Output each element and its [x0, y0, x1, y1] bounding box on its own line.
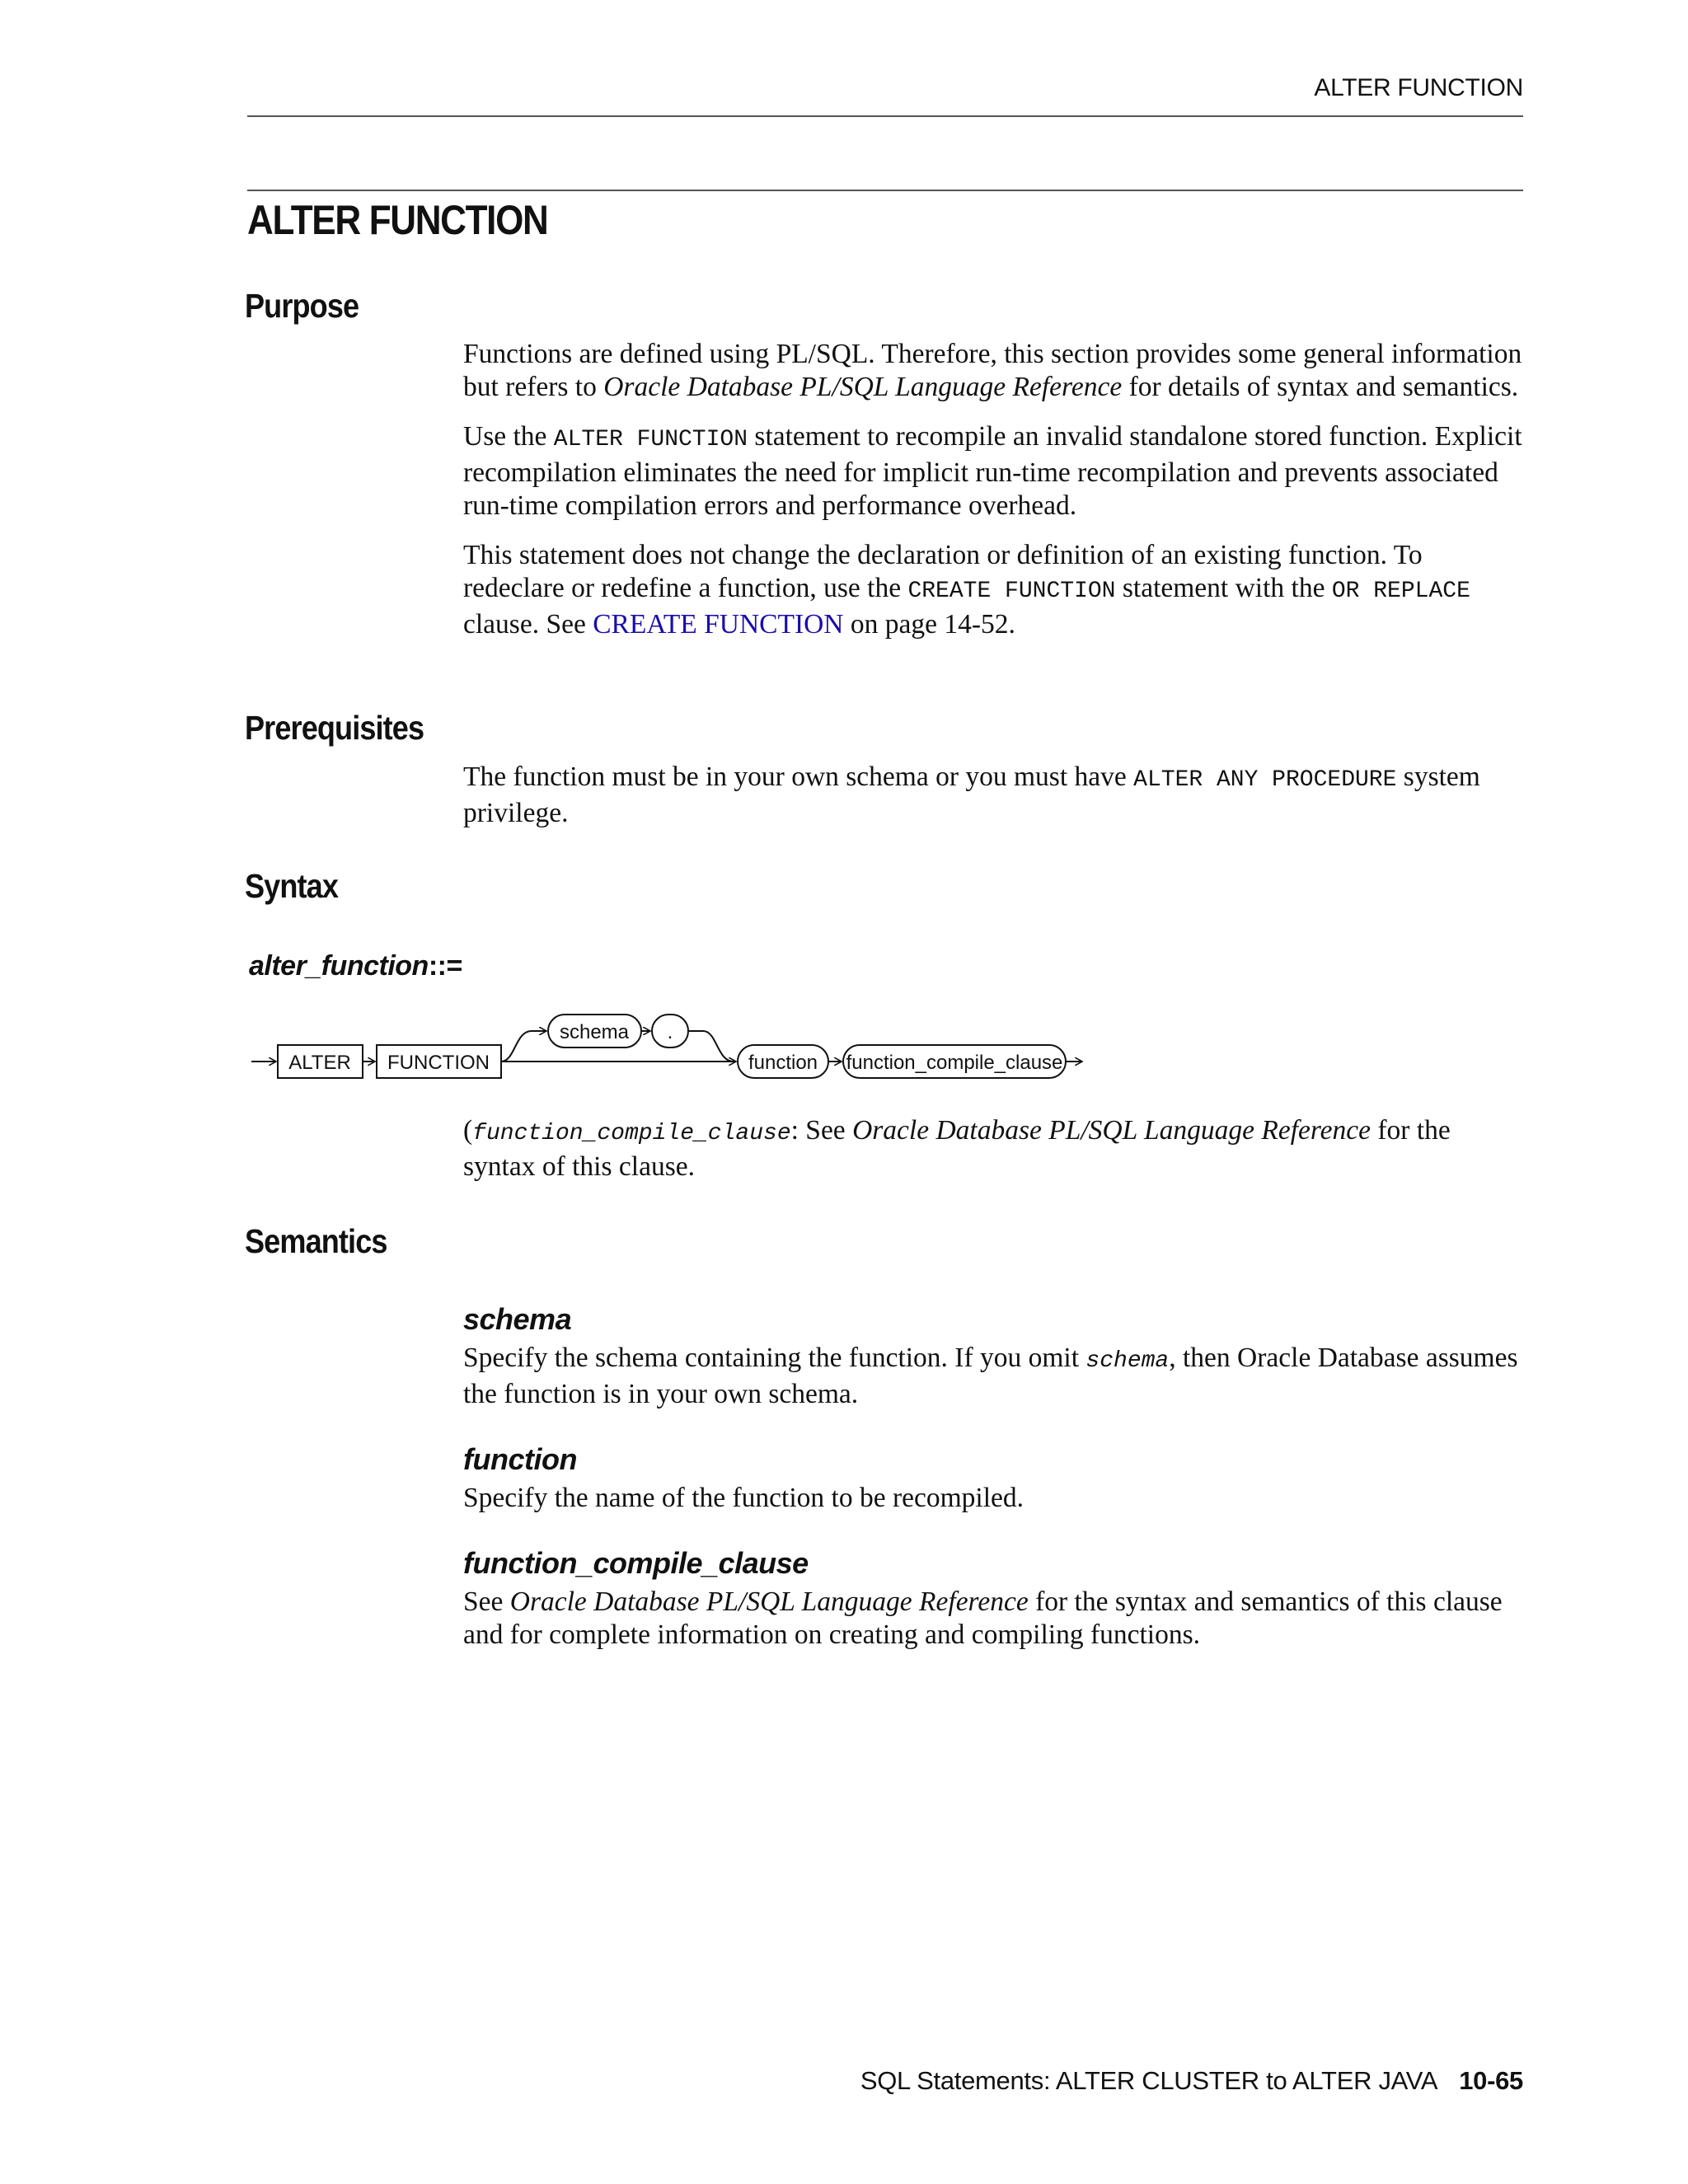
- function-compile-clause-code: function_compile_clause: [472, 1121, 791, 1146]
- purpose-reference-title: Oracle Database PL/SQL Language Reference: [603, 372, 1123, 402]
- syntax-note-paragraph: (function_compile_clause: See Oracle Database PL/SQL Language Reference for the syntax of this clause.: [463, 1115, 1451, 1182]
- function-compile-clause-paragraph: See Oracle Database PL/SQL Language Reference for the syntax and semantics of this clause and for complete information on creating and compiling functions.: [463, 1586, 1503, 1650]
- semantics-heading: Semantics: [245, 1222, 387, 1260]
- diagram-branch-down: [688, 1031, 734, 1062]
- semantics-body: [463, 1302, 1526, 1668]
- semantics-reference-title: Oracle Database PL/SQL Language Reference: [509, 1586, 1029, 1617]
- function-compile-clause-subheading: function_compile_clause: [463, 1546, 809, 1580]
- function-paragraph: Specify the name of the function to be recompiled.: [463, 1483, 1025, 1513]
- book-title: SQL Statements: ALTER CLUSTER to ALTER JAVA: [860, 2066, 1438, 2095]
- production-name: alter_function::=: [249, 950, 462, 982]
- function-keyword: FUNCTION: [387, 1052, 490, 1074]
- schema-label: schema: [559, 1021, 630, 1043]
- syntax-heading: Syntax: [245, 867, 339, 905]
- diagram-branch-up: [501, 1031, 546, 1062]
- purpose-heading: Purpose: [245, 287, 359, 325]
- prerequisites-heading: Prerequisites: [245, 709, 424, 747]
- function-compile-clause-label: function_compile_clause: [846, 1052, 1063, 1074]
- running-header: ALTER FUNCTION: [1314, 74, 1523, 101]
- purpose-paragraph-1: Functions are defined using PL/SQL. Therefore, this section provides some general information but refers to Oracle Database PL/SQL Language Reference for details of syntax and semantics.: [463, 339, 1522, 402]
- page-title: ALTER FUNCTION: [247, 197, 548, 243]
- purpose-paragraph-2: Use the ALTER FUNCTION statement to recompile an invalid standalone stored function. Explicit recompilation eliminates the need for implicit run-time recompilation and prevents associated run-time compilation errors and performance overhead.: [463, 421, 1522, 521]
- alter-keyword: ALTER: [288, 1052, 351, 1074]
- function-label: function: [748, 1052, 818, 1074]
- schema-subheading: schema: [463, 1302, 572, 1336]
- syntax-note: [463, 1114, 1526, 1200]
- alter-any-procedure-code: ALTER ANY PROCEDURE: [1133, 767, 1397, 793]
- alter-function-code: ALTER FUNCTION: [553, 427, 748, 452]
- prerequisites-paragraph: The function must be in your own schema or you must have ALTER ANY PROCEDURE system privilege.: [463, 762, 1480, 828]
- function-subheading: function: [463, 1442, 577, 1476]
- syntax-reference-title: Oracle Database PL/SQL Language Reference: [852, 1115, 1372, 1146]
- or-replace-code: OR REPLACE: [1331, 579, 1470, 604]
- purpose-paragraph-3: This statement does not change the declaration or definition of an existing function. To redeclare or redefine a function, use the CREATE FUNCTION statement with the OR REPLACE clause. See CREATE FUNCTION on page 14-52.: [463, 540, 1470, 640]
- schema-code: schema: [1085, 1348, 1170, 1374]
- create-function-code: CREATE FUNCTION: [907, 579, 1116, 604]
- schema-paragraph: Specify the schema containing the function. If you omit schema, then Oracle Database assumes the function is in your own schema.: [463, 1343, 1518, 1409]
- dot-label: .: [667, 1021, 673, 1043]
- page-footer: [247, 2066, 1523, 2096]
- create-function-link[interactable]: CREATE FUNCTION: [593, 609, 844, 640]
- page-number: 10-65: [1459, 2066, 1523, 2095]
